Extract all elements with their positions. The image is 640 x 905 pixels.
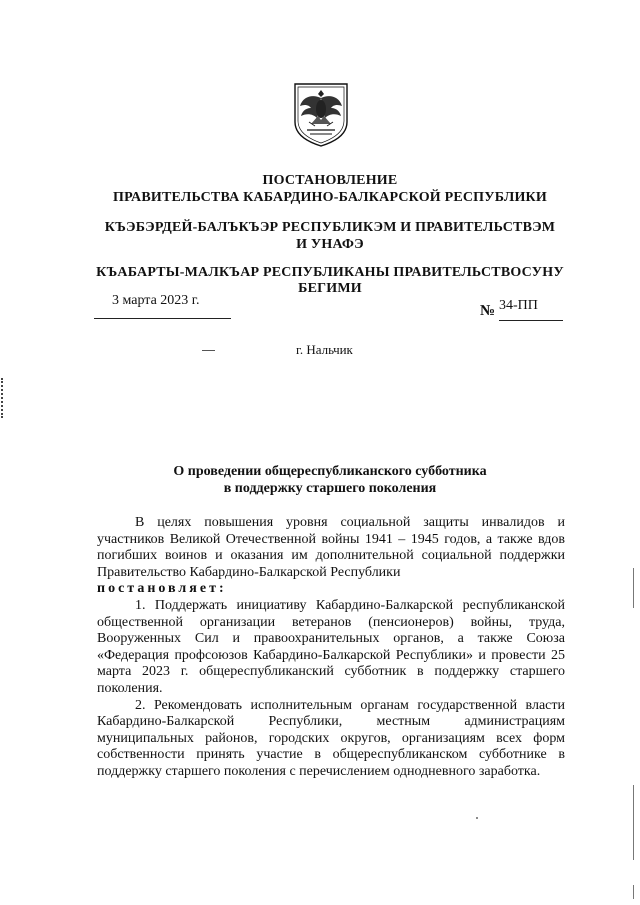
scan-edge-line [633,885,634,899]
intro-paragraph: В целях повышения уровня социальной защиты инвалидов и участников Великой Отечественной войны 1941 – 1945 годов, а также вдов погибших воинов и оказания им дополнительной социальной поддержки Правительство Кабардино-Балкарской Республики [97,515,565,580]
document-body [97,515,565,781]
document-date: 3 марта 2023 г. [112,293,200,308]
city: г. Нальчик [296,342,353,357]
government-name-bal-line1: КЪАБАРТЫ-МАЛКЪАР РЕСПУБЛИКАНЫ ПРАВИТЕЛЬСТВОСУНУ [96,265,564,280]
item-2-paragraph: 2. Рекомендовать исполнительным органам государственной власти Кабардино-Балкарской Республики, местным администрациям муниципальных районов, городских округов, организациям всех форм собственности принять участие в общереспубликанском субботнике в поддержку старшего поколения с перечислением однодневного заработка. [97,697,565,779]
government-name-kab: КЪЭБЭРДЕЙ-БАЛЪКЪЭР РЕСПУБЛИКЭМ И ПРАВИТЕЛЬСТВЭМ И УНАФЭ [104,220,556,252]
document-number: 34-ПП [499,298,538,313]
subject-line1: О проведении общереспубликанского субботника [173,464,487,479]
number-underline [499,320,563,321]
date-underline [94,318,231,319]
scan-speck [476,817,478,819]
subject-line2: в поддержку старшего поколения [223,481,437,496]
number-sign: № [480,303,496,319]
item-1-paragraph: 1. Поддержать инициативу Кабардино-Балкарской республиканской общественной организации ветеранов (пенсионеров) войны, труда, Вооруженных Сил и правоохранительных органов, а также Союза «Федерация профсоюзов Кабардино-Балкарской Республики» и провести 25 марта 2023 г. общереспубликанский субботник в поддержку старшего поколения. [97,597,565,696]
government-name-ru: ПРАВИТЕЛЬСТВА КАБАРДИНО-БАЛКАРСКОЙ РЕСПУБЛИКИ [112,190,548,205]
resolve-word: постановляет: [97,581,227,597]
coat-of-arms-icon [291,78,351,148]
margin-scan-mark [1,378,5,418]
short-dash-mark [202,350,215,351]
document-type: ПОСТАНОВЛЕНИЕ [262,173,398,188]
scan-edge-line [633,785,634,860]
scan-edge-line [633,568,634,608]
government-name-bal-line2: БЕГИМИ [298,281,362,296]
